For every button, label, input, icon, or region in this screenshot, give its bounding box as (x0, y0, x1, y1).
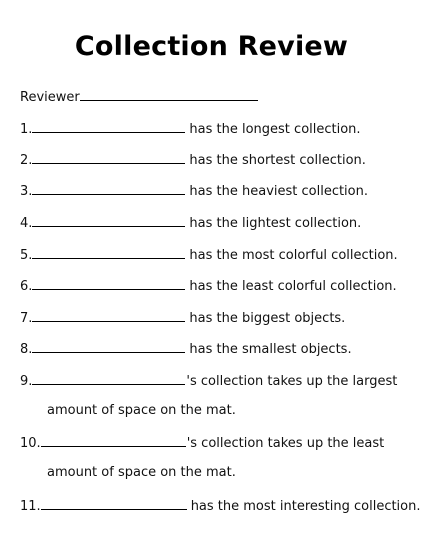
answer-blank[interactable] (32, 214, 185, 227)
item-text: has the most colorful collection. (189, 248, 398, 263)
item-number: 8. (20, 342, 33, 357)
item-number: 7. (20, 311, 33, 326)
item-text: has the longest collection. (189, 122, 361, 137)
reviewer-blank[interactable] (80, 88, 258, 101)
item-text: has the most interesting collection. (190, 499, 421, 514)
item-continuation: amount of space on the mat. (47, 403, 236, 418)
list-item (20, 214, 361, 231)
list-item (20, 434, 384, 451)
item-number: 3. (20, 184, 33, 199)
list-item (20, 497, 421, 514)
reviewer-label: Reviewer (20, 90, 80, 105)
item-number: 5. (20, 248, 33, 263)
item-number: 6. (20, 279, 33, 294)
answer-blank[interactable] (41, 497, 187, 510)
reviewer-row (20, 88, 258, 105)
answer-blank[interactable] (32, 372, 185, 385)
item-number: 10. (20, 436, 41, 451)
item-number: 2. (20, 153, 33, 168)
item-text: 's collection takes up the largest (186, 374, 398, 389)
item-text: 's collection takes up the least (186, 436, 385, 451)
item-text: has the smallest objects. (189, 342, 352, 357)
answer-blank[interactable] (32, 309, 185, 322)
item-text: has the lightest collection. (189, 216, 362, 231)
item-text: has the shortest collection. (189, 153, 366, 168)
list-item (20, 372, 397, 389)
item-text: has the biggest objects. (189, 311, 346, 326)
item-number: 4. (20, 216, 33, 231)
answer-blank[interactable] (32, 246, 185, 259)
list-item (20, 151, 366, 168)
list-item (20, 309, 345, 326)
list-item (20, 182, 368, 199)
worksheet-title: Collection Review (74, 31, 349, 62)
list-item (20, 120, 361, 137)
item-number: 9. (20, 374, 33, 389)
item-number: 1. (20, 122, 33, 137)
list-item (20, 340, 352, 357)
list-item (20, 246, 398, 263)
answer-blank[interactable] (32, 340, 185, 353)
answer-blank[interactable] (32, 277, 185, 290)
item-continuation: amount of space on the mat. (47, 465, 236, 480)
item-number: 11. (20, 499, 41, 514)
answer-blank[interactable] (32, 151, 185, 164)
answer-blank[interactable] (32, 120, 185, 133)
answer-blank[interactable] (32, 182, 185, 195)
item-text: has the least colorful collection. (189, 279, 397, 294)
item-text: has the heaviest collection. (189, 184, 368, 199)
answer-blank[interactable] (41, 434, 186, 447)
list-item (20, 277, 397, 294)
